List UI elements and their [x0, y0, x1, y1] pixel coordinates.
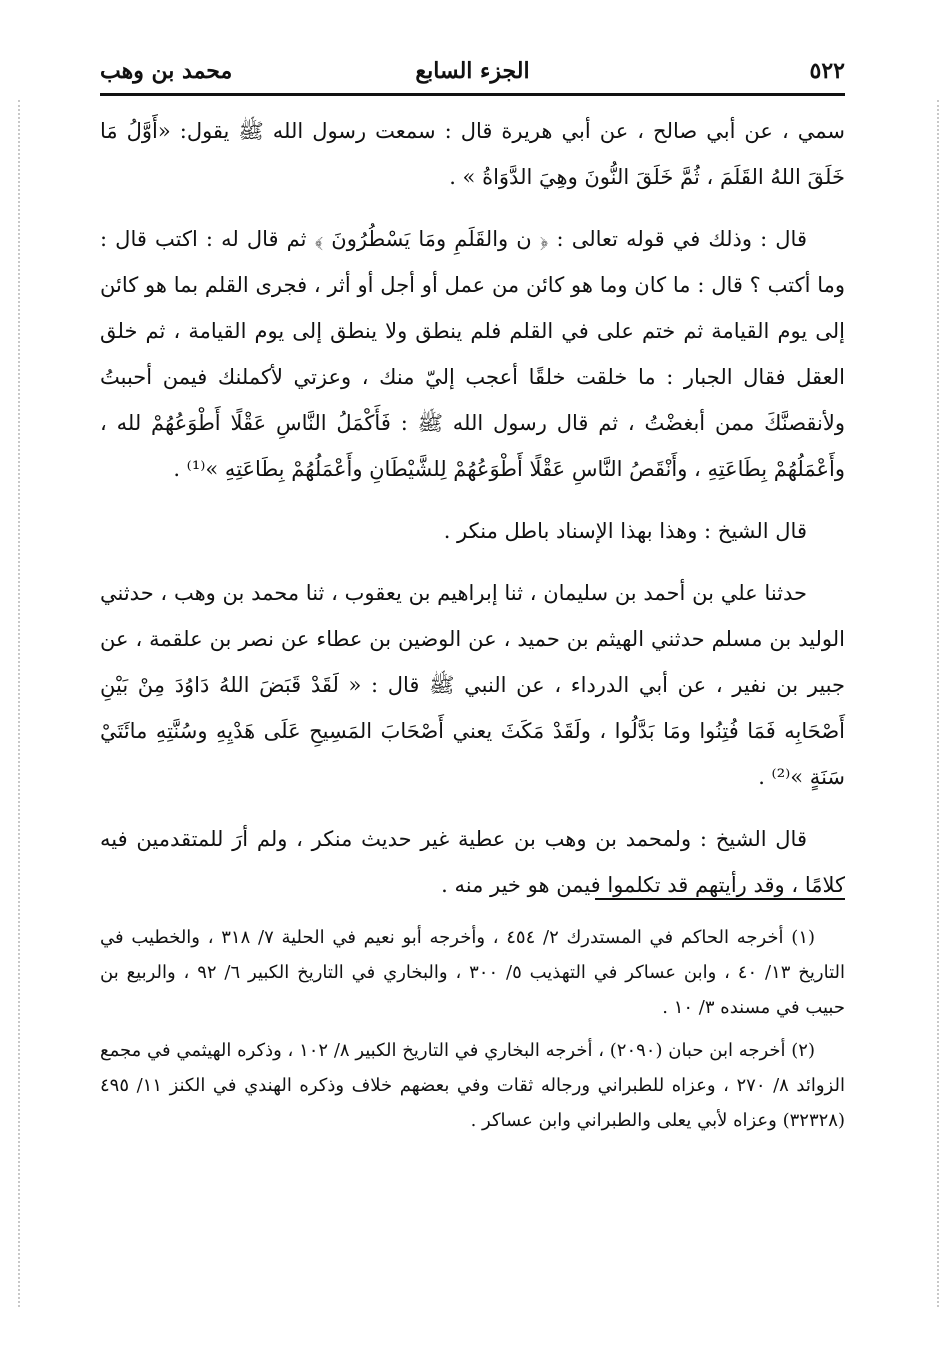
header-rule	[100, 93, 845, 96]
part-title: الجزء السابع	[415, 58, 530, 84]
paragraph: حدثنا علي بن أحمد بن سليمان ، ثنا إبراهيم بن يعقوب ، ثنا محمد بن وهب ، حدثني الوليد بن مسلم حدثني الهيثم بن حميد ، عن الوضين بن عطاء عن نصر بن علقمة ، عن جبير بن نفير ، عن أبي الدرداء ، عن النبي ﷺ قال : « لَقَدْ قَبَضَ اللهُ دَاوُدَ مِنْ بَيْنِ أَصْحَابِه فَمَا فُتِنُوا ومَا بَدَّلُوا ، ولَقَدْ مَكَثَ يعني أَصْحَابَ المَسِيحِ عَلَى هَدْيِهِ وسُنَّتِهِ مائَتَيْ سَنَةٍ »⁽²⁾ .	[100, 581, 845, 789]
footnote: (٢) أخرجه ابن حبان (٢٠٩٠) ، أخرجه البخاري في التاريخ الكبير ٨/ ١٠٢ ، وذكره الهيثمي في مجمع الزوائد ٨/ ٢٧٠ ، وعزاه للطبراني ورجاله ثقات وفي بعضهم خلاف وذكره الهندي في الكنز ١١/ ٤٩٥ (٣٢٣٢٨) وعزاه لأبي يعلى والطبراني وابن عساكر .	[100, 1040, 845, 1131]
paragraph: قال الشيخ : وهذا بهذا الإسناد باطل منكر .	[443, 519, 807, 543]
scan-dotted-margin-left	[18, 100, 20, 1307]
page-number: ٥٢٢	[809, 58, 845, 84]
running-header	[100, 52, 845, 92]
paragraph: قال : وذلك في قوله تعالى : ﴿ ن والقَلَمِ ومَا يَسْطُرُونَ ﴾ ثم قال له : اكتب قال : وما أكتب ؟ قال : ما كان وما هو كائن من عمل أو أجل أو أثر ، فجرى القلم بما هو كائن إلى يوم القيامة ثم ختم على في القلم فلم ينطق ولا ينطق إلى يوم القيامة ، ثم خلق العقل فقال الجبار : ما خلقت خلقًا أعجب إليّ منك ، وعزتي لأكملنك فيمن أحببتُ ولأنقصنَّكَ ممن أبغضْتُ ، ثم قال رسول الله ﷺ : فَأَكْمَلُ النَّاسِ عَقْلًا أَطْوَعُهُمْ لله ، وأَعْمَلُهُمْ بِطَاعَتِهِ ، وأَنْقَصُ النَّاسِ عَقْلًا أَطْوَعُهُمْ لِلشَّيْطَانِ وأَعْمَلُهُمْ بِطَاعَتِهِ »⁽¹⁾ .	[100, 227, 845, 481]
paragraph: سمي ، عن أبي صالح ، عن أبي هريرة قال : سمعت رسول الله ﷺ يقول: «أَوَّلُ مَا خَلَقَ اللهُ القَلَمَ ، ثُمَّ خَلَقَ النُّونَ وهِيَ الدَّوَاةُ » .	[100, 119, 845, 189]
paragraph: قال الشيخ : ولمحمد بن وهب بن عطية غير حديث منكر ، ولم أرَ للمتقدمين فيه كلامًا ، وقد رأيتهم قد تكلموا فيمن هو خير منه .	[100, 827, 845, 897]
footnotes	[100, 920, 845, 1146]
main-text	[100, 108, 845, 924]
footnote: (١) أخرجه الحاكم في المستدرك ٢/ ٤٥٤ ، وأخرجه أبو نعيم في الحلية ٧/ ٣١٨ ، والخطيب في التاريخ ١٣/ ٤٠ ، وابن عساكر في التهذيب ٥/ ٣٠٠ ، والبخاري في التاريخ الكبير ٦/ ٩٢ ، والربيع بن حبيب في مسنده ٣/ ١٠ .	[100, 927, 845, 1018]
scan-dotted-margin-right	[937, 100, 939, 1307]
chapter-author: محمد بن وهب	[100, 58, 233, 84]
footnote-separator	[595, 898, 845, 900]
